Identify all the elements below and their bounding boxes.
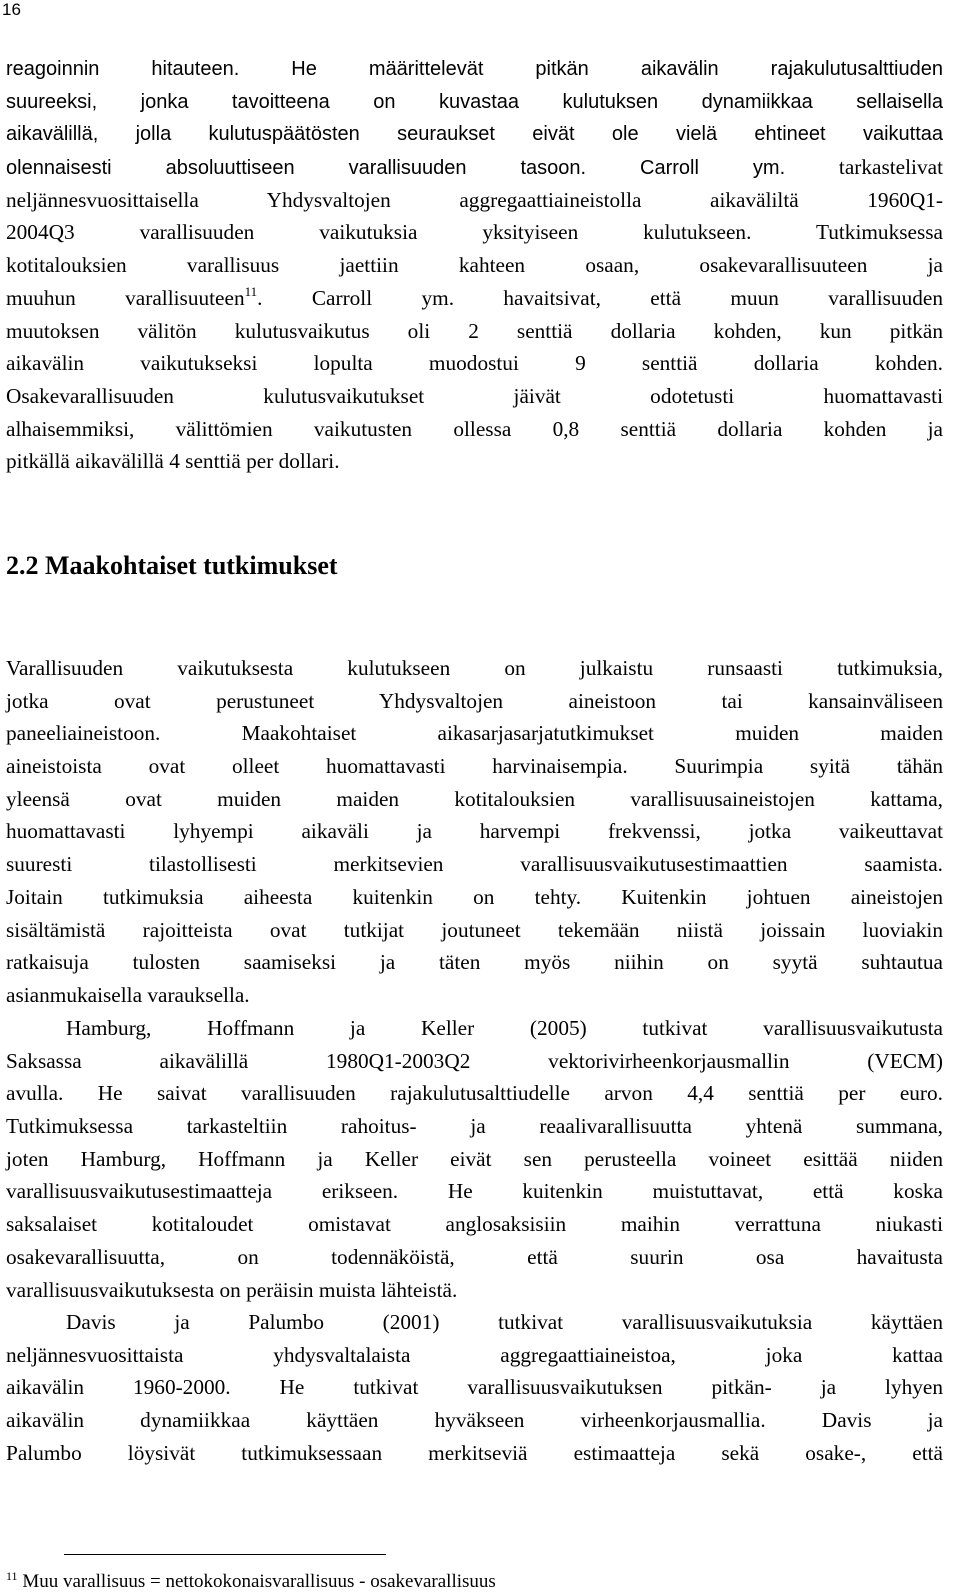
footnote-text: Muu varallisuus = nettokokonaisvarallisuus - osakevarallisuus	[17, 1571, 496, 1592]
paragraph-3	[6, 1012, 943, 1306]
text-line: osakevarallisuutta, on todennäköistä, että suurin osa havaitusta	[6, 1244, 943, 1269]
text-line: varallisuusvaikutusestimaatteja erikseen. He kuitenkin muistuttavat, että koska	[6, 1179, 943, 1204]
text-line: paneeliaineistoon. Maakohtaiset aikasarjasarjatutkimukset muiden maiden	[6, 721, 943, 746]
text-line	[6, 282, 943, 315]
text-line: jotka ovat perustuneet Yhdysvaltojen aineistoon tai kansainväliseen	[6, 688, 943, 713]
text-line: Davis ja Palumbo (2001) tutkivat varallisuusvaikutuksia käyttäen	[66, 1310, 943, 1334]
text-fragment: muuhun varallisuuteen	[6, 285, 245, 310]
paragraph-4	[6, 1306, 943, 1469]
text-line: suuresti tilastollisesti merkitsevien varallisuusvaikutusestimaattien saamista.	[6, 852, 943, 877]
text-line: Palumbo löysivät tutkimuksessaan merkitseviä estimaatteja sekä osake-, että	[6, 1440, 943, 1465]
text-line: asianmukaisella varauksella.	[6, 982, 250, 1007]
text-line: Tutkimuksessa tarkasteltiin rahoitus- ja reaalivarallisuutta yhtenä summana,	[6, 1114, 943, 1139]
text-line: Hamburg, Hoffmann ja Keller (2005) tutkivat varallisuusvaikutusta	[66, 1016, 943, 1040]
text-line: aikavälillä, jolla kulutuspäätösten seuraukset eivät ole vielä ehtineet vaikuttaa	[6, 123, 943, 146]
text-line: varallisuusvaikutuksesta on peräisin muista lähteistä.	[6, 1277, 458, 1302]
text-line: aineistoista ovat olleet huomattavasti harvinaisempia. Suurimpia syitä tähän	[6, 754, 943, 779]
footnote-marker: 11	[6, 1569, 18, 1583]
text-line: Osakevarallisuuden kulutusvaikutukset jäivät odotetusti huomattavasti	[6, 383, 943, 408]
text-line	[6, 151, 943, 184]
footnote-ref: 11	[244, 283, 258, 299]
text-line: reagoinnin hitauteen. He määrittelevät pitkän aikavälin rajakulutusalttiuden	[6, 58, 943, 80]
text-line: aikavälin dynamiikkaa käyttäen hyväkseen virheenkorjausmallia. Davis ja	[6, 1408, 943, 1433]
text-line: yleensä ovat muiden maiden kotitalouksien varallisuusaineistojen kattama,	[6, 786, 943, 811]
text-line: 2004Q3 varallisuuden vaikutuksia yksityiseen kulutukseen. Tutkimuksessa	[6, 220, 943, 245]
text-line: pitkällä aikavälillä 4 senttiä per dollari.	[6, 449, 340, 474]
paragraph-2	[6, 652, 943, 1012]
text-line: Saksassa aikavälillä 1980Q1-2003Q2 vektorivirheenkorjausmallin (VECM)	[6, 1048, 943, 1073]
footnote-divider	[64, 1554, 386, 1555]
text-line: suureeksi, jonka tavoitteena on kuvastaa kulutuksen dynamiikkaa sellaisella	[6, 90, 943, 113]
section-heading: 2.2 Maakohtaiset tutkimukset	[6, 551, 338, 580]
text-fragment: . Carroll ym. havaitsivat, että muun varallisuuden	[257, 285, 943, 310]
footnote	[6, 1570, 496, 1594]
text-line: Varallisuuden vaikutuksesta kulutukseen on julkaistu runsaasti tutkimuksia,	[6, 656, 943, 680]
text-line: ratkaisuja tulosten saamiseksi ja täten myös niihin on syytä suhtautua	[6, 950, 943, 975]
text-line: avulla. He saivat varallisuuden rajakulutusalttiudelle arvon 4,4 senttiä per euro.	[6, 1081, 943, 1106]
text-line: joten Hamburg, Hoffmann ja Keller eivät sen perusteella voineet esittää niiden	[6, 1146, 943, 1171]
text-line: neljännesvuosittaista yhdysvaltalaista aggregaattiaineistoa, joka kattaa	[6, 1342, 943, 1367]
text-line: aikavälin vaikutukseksi lopulta muodostui 9 senttiä dollaria kohden.	[6, 351, 943, 376]
text-line: saksalaiset kotitaloudet omistavat anglosaksisiin maihin verrattuna niukasti	[6, 1212, 943, 1237]
text-line: muutoksen välitön kulutusvaikutus oli 2 senttiä dollaria kohden, kun pitkän	[6, 318, 943, 343]
text-line: aikavälin 1960-2000. He tutkivat varallisuusvaikutuksen pitkän- ja lyhyen	[6, 1375, 943, 1400]
page-number: 16	[2, 0, 21, 19]
paragraph-1	[6, 53, 943, 478]
text-fragment: tarkastelivat	[785, 155, 943, 180]
text-line: kotitalouksien varallisuus jaettiin kahteen osaan, osakevarallisuuteen ja	[6, 253, 943, 278]
text-line: sisältämistä rajoitteista ovat tutkijat joutuneet tekemään niistä joissain luoviakin	[6, 917, 943, 942]
text-line: alhaisemmiksi, välittömien vaikutusten ollessa 0,8 senttiä dollaria kohden ja	[6, 416, 943, 441]
text-line: huomattavasti lyhyempi aikaväli ja harvempi frekvenssi, jotka vaikeuttavat	[6, 819, 943, 844]
text-line: Joitain tutkimuksia aiheesta kuitenkin on tehty. Kuitenkin johtuen aineistojen	[6, 884, 943, 909]
text-line: neljännesvuosittaisella Yhdysvaltojen aggregaattiaineistolla aikaväliltä 1960Q1-	[6, 187, 943, 212]
text-fragment: olennaisesti absoluuttiseen varallisuuden tasoon. Carroll ym.	[6, 157, 786, 180]
